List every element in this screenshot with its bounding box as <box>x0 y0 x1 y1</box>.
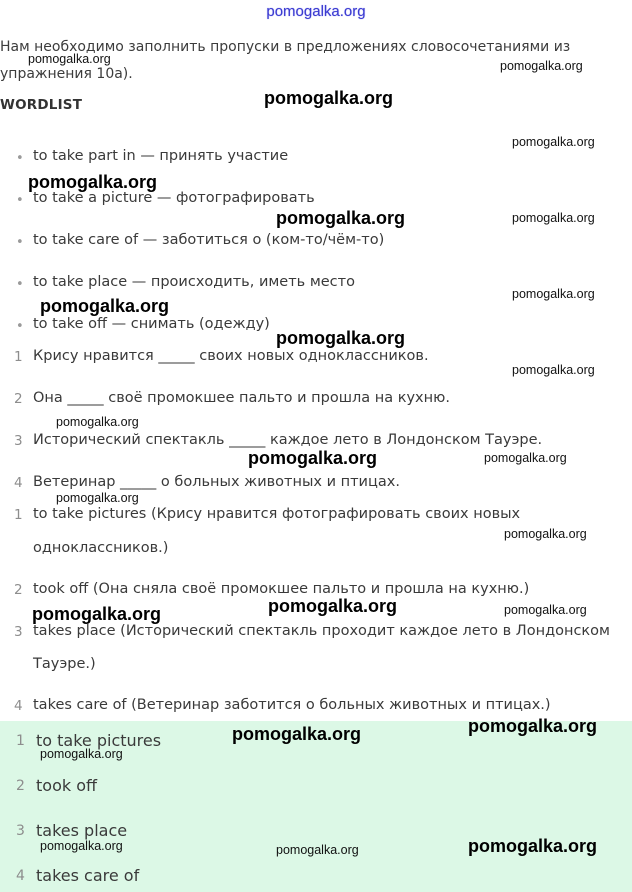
watermark: pomogalka.org <box>268 596 398 616</box>
watermark: pomogalka.org <box>264 88 394 108</box>
wordlist-item: to take a picture — фотографировать <box>33 190 315 206</box>
answer-number: 1 <box>16 733 25 749</box>
explanation-number: 3 <box>14 624 23 640</box>
answer-item: takes place <box>36 821 128 840</box>
gap-sentence: Крису нравится _____ своих новых одноклассников. <box>33 348 429 364</box>
explanation-number: 2 <box>14 582 23 598</box>
answer-item: took off <box>36 776 98 795</box>
wordlist-item: to take part in — принять участие <box>33 148 289 164</box>
watermark: pomogalka.org <box>232 724 362 744</box>
answer-number: 4 <box>16 868 25 884</box>
explanation-text: to take pictures (Крису нравится фотографировать своих новых <box>33 506 521 522</box>
wordlist-heading: WORDLIST <box>0 97 83 113</box>
watermark: pomogalka.org <box>40 747 123 761</box>
bullet-icon: • <box>16 277 24 292</box>
watermark: pomogalka.org <box>276 208 406 228</box>
watermark: pomogalka.org <box>512 363 595 377</box>
explanation-text-cont: одноклассников.) <box>33 540 169 556</box>
watermark: pomogalka.org <box>28 52 111 66</box>
task-description: Нам необходимо заполнить пропуски в предложениях словосочетаниями из упражнения 10а). <box>0 39 571 82</box>
answer-item: to take pictures <box>36 731 162 750</box>
watermark: pomogalka.org <box>468 716 598 736</box>
sentence-number: 4 <box>14 475 23 491</box>
sentence-number: 1 <box>14 349 23 365</box>
watermark: pomogalka.org <box>512 135 595 149</box>
bullet-icon: • <box>16 151 24 166</box>
explanation-text: takes place (Исторический спектакль проходит каждое лето в Лондонском <box>33 623 610 639</box>
watermark: pomogalka.org <box>248 448 378 468</box>
answer-number: 3 <box>16 823 25 839</box>
sentence-number: 2 <box>14 391 23 407</box>
watermark: pomogalka.org <box>32 604 162 624</box>
watermark: pomogalka.org <box>468 836 598 856</box>
gap-sentence: Исторический спектакль _____ каждое лето в Лондонском Тауэре. <box>33 432 543 448</box>
answer-item: takes care of <box>36 866 140 885</box>
wordlist-item: to take off — снимать (одежду) <box>33 316 270 332</box>
bullet-icon: • <box>16 235 24 250</box>
watermark: pomogalka.org <box>500 59 583 73</box>
watermark: pomogalka.org <box>28 172 158 192</box>
wordlist-item: to take place — происходить, иметь место <box>33 274 355 290</box>
site-link[interactable]: pomogalka.org <box>266 3 366 20</box>
watermark: pomogalka.org <box>40 296 170 316</box>
watermark: pomogalka.org <box>512 211 595 225</box>
explanation-number: 1 <box>14 507 23 523</box>
watermark: pomogalka.org <box>504 603 587 617</box>
gap-sentence: Ветеринар _____ о больных животных и птицах. <box>33 474 400 490</box>
watermark: pomogalka.org <box>504 527 587 541</box>
explanation-text: took off (Она сняла своё промокшее пальто и прошла на кухню.) <box>33 581 530 597</box>
bullet-icon: • <box>16 193 24 208</box>
watermark: pomogalka.org <box>484 451 567 465</box>
watermark: pomogalka.org <box>56 491 139 505</box>
explanation-text: takes care of (Ветеринар заботится о больных животных и птицах.) <box>33 697 551 713</box>
watermark: pomogalka.org <box>56 415 139 429</box>
bullet-icon: • <box>16 319 24 334</box>
watermark: pomogalka.org <box>512 287 595 301</box>
answer-number: 2 <box>16 778 25 794</box>
watermark: pomogalka.org <box>276 328 406 348</box>
explanation-number: 4 <box>14 698 23 714</box>
gap-sentence: Она _____ своё промокшее пальто и прошла на кухню. <box>33 390 450 406</box>
wordlist-item: to take care of — заботиться о (ком-то/чём-то) <box>33 232 385 248</box>
sentence-number: 3 <box>14 433 23 449</box>
explanation-text-cont: Тауэре.) <box>33 656 96 672</box>
watermark: pomogalka.org <box>40 839 123 853</box>
watermark: pomogalka.org <box>276 843 359 857</box>
